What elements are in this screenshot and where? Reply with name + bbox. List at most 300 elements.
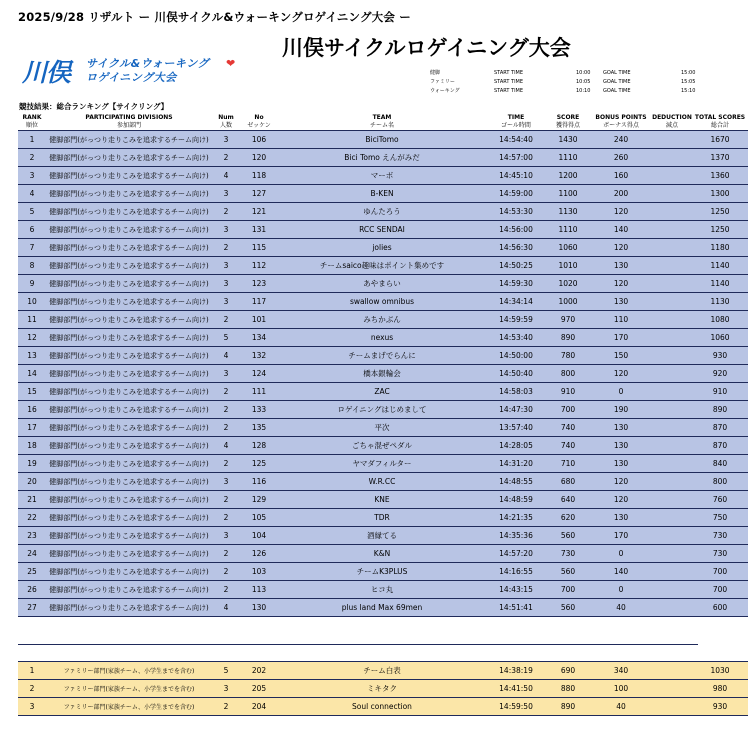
cell-bonus: 0 [590,383,652,401]
cell-bonus: 130 [590,437,652,455]
cell-time: 14:45:10 [486,167,546,185]
cell-deduction [652,563,692,581]
cell-bonus: 120 [590,473,652,491]
cell-rank: 15 [18,383,46,401]
cell-division: 健脚部門(がっつり走りこみを追求するチーム向け) [46,437,212,455]
cell-deduction [652,455,692,473]
cell-score: 970 [546,311,590,329]
cell-team: あやまらい [278,275,486,293]
cell-total: 600 [692,599,748,617]
cell-score: 740 [546,419,590,437]
cell-deduction [652,239,692,257]
start-time-goal-label: GOAL TIME [603,79,631,85]
cell-time: 14:50:40 [486,365,546,383]
cell-team: 酒縁てる [278,527,486,545]
cell-rank: 10 [18,293,46,311]
cell-num: 2 [212,239,240,257]
table-row [18,599,748,617]
cell-score: 700 [546,581,590,599]
cell-time: 14:43:15 [486,581,546,599]
cell-time: 14:58:03 [486,383,546,401]
start-time-start: 10:10 [576,88,591,94]
cell-rank: 24 [18,545,46,563]
cell-total: 1030 [692,662,748,680]
cell-no: 124 [240,365,278,383]
start-time-start: 10:05 [576,79,591,85]
cell-score: 620 [546,509,590,527]
cell-deduction [652,293,692,311]
start-time-goal-label: GOAL TIME [603,88,631,94]
cell-num: 2 [212,401,240,419]
cell-no: 121 [240,203,278,221]
col-score: SCORE 獲得得点 [555,114,580,129]
cell-division: ファミリー部門(家族チーム、小学生までを含む) [46,662,212,680]
cell-total: 730 [692,527,748,545]
cell-no: 103 [240,563,278,581]
cell-bonus: 170 [590,527,652,545]
cell-deduction [652,257,692,275]
cell-num: 3 [212,527,240,545]
cell-deduction [652,509,692,527]
cell-division: 健脚部門(がっつり走りこみを追求するチーム向け) [46,131,212,149]
cell-team: チームsaico趣味はポイント集めです [278,257,486,275]
cell-num: 2 [212,149,240,167]
cell-score: 1110 [546,149,590,167]
start-time-goal: 15:10 [681,88,696,94]
cell-num: 4 [212,167,240,185]
cell-division: 健脚部門(がっつり走りこみを追求するチーム向け) [46,293,212,311]
cell-bonus: 120 [590,491,652,509]
table-row [18,329,748,347]
cell-deduction [652,167,692,185]
cell-team: BiciTomo [278,131,486,149]
cell-division: 健脚部門(がっつり走りこみを追求するチーム向け) [46,599,212,617]
start-time-start-label: START TIME [494,79,524,85]
cell-no: 131 [240,221,278,239]
cell-no: 133 [240,401,278,419]
table-row [18,455,748,473]
table-row [18,419,748,437]
cell-no: 104 [240,527,278,545]
start-time-goal: 15:05 [681,79,696,85]
cell-bonus: 120 [590,365,652,383]
logo-line-1: サイクル&ウォーキング [86,57,210,70]
table-row [18,509,748,527]
cell-bonus: 260 [590,149,652,167]
cell-no: 117 [240,293,278,311]
cell-num: 5 [212,329,240,347]
cell-team: B-KEN [278,185,486,203]
cell-rank: 4 [18,185,46,203]
cell-bonus: 120 [590,239,652,257]
start-time-row [430,69,700,78]
cell-rank: 5 [18,203,46,221]
cell-total: 980 [692,680,748,698]
cell-total: 1670 [692,131,748,149]
cell-time: 14:35:36 [486,527,546,545]
cell-rank: 2 [18,680,46,698]
cell-no: 115 [240,239,278,257]
start-time-cat: 健脚 [430,70,441,76]
cell-total: 700 [692,563,748,581]
cell-time: 14:16:55 [486,563,546,581]
table-row [18,347,748,365]
cell-score: 740 [546,437,590,455]
cell-time: 14:50:00 [486,347,546,365]
cell-rank: 13 [18,347,46,365]
section-label: 競技結果：総合ランキング【サイクリング】 [19,102,169,111]
cell-score: 560 [546,527,590,545]
cell-total: 1080 [692,311,748,329]
cell-total: 1130 [692,293,748,311]
cell-total: 920 [692,365,748,383]
cell-score: 560 [546,599,590,617]
cell-time: 14:59:30 [486,275,546,293]
cell-division: 健脚部門(がっつり走りこみを追求するチーム向け) [46,491,212,509]
cell-total: 1250 [692,203,748,221]
cell-deduction [652,311,692,329]
table-row [18,491,748,509]
cell-total: 870 [692,419,748,437]
cell-no: 106 [240,131,278,149]
cell-division: 健脚部門(がっつり走りこみを追求するチーム向け) [46,545,212,563]
cell-no: 135 [240,419,278,437]
cell-time: 14:57:20 [486,545,546,563]
cell-deduction [652,680,692,698]
cell-division: 健脚部門(がっつり走りこみを追求するチーム向け) [46,401,212,419]
cell-division: 健脚部門(がっつり走りこみを追求するチーム向け) [46,221,212,239]
cell-no: 112 [240,257,278,275]
cell-total: 930 [692,347,748,365]
cell-num: 2 [212,203,240,221]
cell-rank: 19 [18,455,46,473]
cell-score: 910 [546,383,590,401]
start-time-goal: 15:00 [681,70,696,76]
cell-division: ファミリー部門(家族チーム、小学生までを含む) [46,698,212,716]
cell-num: 3 [212,131,240,149]
cell-deduction [652,347,692,365]
cell-rank: 14 [18,365,46,383]
cell-time: 14:59:59 [486,311,546,329]
cell-no: 105 [240,509,278,527]
event-logo [22,55,242,87]
cell-num: 3 [212,680,240,698]
cell-division: 健脚部門(がっつり走りこみを追求するチーム向け) [46,257,212,275]
cell-bonus: 340 [590,662,652,680]
ranking-table [18,113,748,617]
cell-no: 113 [240,581,278,599]
cell-time: 14:56:00 [486,221,546,239]
cell-time: 14:48:59 [486,491,546,509]
table-row [18,167,748,185]
cell-deduction [652,185,692,203]
cell-division: 健脚部門(がっつり走りこみを追求するチーム向け) [46,419,212,437]
cell-deduction [652,599,692,617]
col-team: TEAM チーム名 [369,114,394,129]
table-row [18,473,748,491]
cell-rank: 23 [18,527,46,545]
cell-no: 118 [240,167,278,185]
cell-bonus: 130 [590,509,652,527]
cell-no: 128 [240,437,278,455]
table-row [18,581,748,599]
cell-bonus: 40 [590,599,652,617]
cell-team: みちかぶん [278,311,486,329]
cell-total: 730 [692,545,748,563]
cell-score: 640 [546,491,590,509]
cell-no: 125 [240,455,278,473]
col-deduction: DEDUCTION 減点 [652,114,692,129]
cell-team: チームまげでらんに [278,347,486,365]
cell-time: 14:34:14 [486,293,546,311]
cell-no: 127 [240,185,278,203]
cell-total: 1140 [692,257,748,275]
cell-bonus: 200 [590,185,652,203]
cell-no: 111 [240,383,278,401]
cell-team: 橋本銀輪会 [278,365,486,383]
cell-score: 880 [546,680,590,698]
cell-division: 健脚部門(がっつり走りこみを追求するチーム向け) [46,455,212,473]
cell-deduction [652,662,692,680]
col-bonus: BONUS POINTS ボーナス得点 [595,114,647,129]
cell-bonus: 100 [590,680,652,698]
cell-num: 4 [212,599,240,617]
cell-score: 700 [546,401,590,419]
table-row [18,680,748,698]
family-ranking-table [18,661,748,716]
start-time-cat: ウォーキング [430,88,460,94]
cell-deduction [652,437,692,455]
cell-division: 健脚部門(がっつり走りこみを追求するチーム向け) [46,167,212,185]
cell-division: 健脚部門(がっつり走りこみを追求するチーム向け) [46,383,212,401]
cell-no: 134 [240,329,278,347]
start-time-goal-label: GOAL TIME [603,70,631,76]
cell-num: 3 [212,473,240,491]
cell-division: 健脚部門(がっつり走りこみを追求するチーム向け) [46,185,212,203]
cell-time: 14:50:25 [486,257,546,275]
cell-bonus: 130 [590,293,652,311]
cell-deduction [652,365,692,383]
cell-team: ZAC [278,383,486,401]
table-row [18,293,748,311]
table-row [18,365,748,383]
cell-score: 560 [546,563,590,581]
cell-team: TDR [278,509,486,527]
cell-num: 2 [212,545,240,563]
cell-division: 健脚部門(がっつり走りこみを追求するチーム向け) [46,365,212,383]
cell-no: 123 [240,275,278,293]
cell-total: 1250 [692,221,748,239]
cell-total: 1300 [692,185,748,203]
col-total: TOTAL SCORES 総合計 [694,114,746,129]
cell-num: 2 [212,383,240,401]
col-time: TIME ゴール時間 [501,114,531,129]
cell-rank: 26 [18,581,46,599]
cell-bonus: 110 [590,311,652,329]
cell-rank: 3 [18,698,46,716]
cell-time: 14:53:30 [486,203,546,221]
cell-team: plus land Max 69men [278,599,486,617]
cell-time: 14:28:05 [486,437,546,455]
start-time-cat: ファミリー [430,79,455,85]
start-time-start-label: START TIME [494,88,524,94]
start-time-start-label: START TIME [494,70,524,76]
cell-no: 130 [240,599,278,617]
cell-score: 680 [546,473,590,491]
cell-num: 3 [212,365,240,383]
cell-rank: 1 [18,131,46,149]
cell-team: マーボ [278,167,486,185]
cell-time: 14:59:50 [486,698,546,716]
cell-deduction [652,221,692,239]
cell-bonus: 240 [590,131,652,149]
cell-bonus: 0 [590,545,652,563]
cell-score: 890 [546,698,590,716]
cell-team: 平次 [278,419,486,437]
cell-score: 1100 [546,185,590,203]
cell-score: 780 [546,347,590,365]
cell-team: K&N [278,545,486,563]
col-num: Num 人数 [218,114,234,129]
cell-time: 14:41:50 [486,680,546,698]
cell-division: 健脚部門(がっつり走りこみを追求するチーム向け) [46,527,212,545]
cell-time: 14:53:40 [486,329,546,347]
table-row [18,545,748,563]
cell-division: ファミリー部門(家族チーム、小学生までを含む) [46,680,212,698]
cell-division: 健脚部門(がっつり走りこみを追求するチーム向け) [46,347,212,365]
cell-score: 800 [546,365,590,383]
cell-total: 1140 [692,275,748,293]
cell-time: 14:47:30 [486,401,546,419]
cell-team: W.R.CC [278,473,486,491]
cell-time: 14:31:20 [486,455,546,473]
cell-total: 1180 [692,239,748,257]
cell-total: 870 [692,437,748,455]
cell-num: 2 [212,509,240,527]
cell-bonus: 140 [590,221,652,239]
cell-deduction [652,329,692,347]
cell-rank: 2 [18,149,46,167]
cell-bonus: 120 [590,203,652,221]
cell-score: 1010 [546,257,590,275]
cell-team: ごちゃ混ぜペダル [278,437,486,455]
event-title: 川俣サイクルロゲイニング大会 [282,36,571,60]
cell-deduction [652,527,692,545]
table-row [18,149,748,167]
cell-score: 710 [546,455,590,473]
cell-deduction [652,473,692,491]
cell-bonus: 160 [590,167,652,185]
cell-no: 202 [240,662,278,680]
cell-team: nexus [278,329,486,347]
cell-bonus: 140 [590,563,652,581]
cell-division: 健脚部門(がっつり走りこみを追求するチーム向け) [46,275,212,293]
cell-division: 健脚部門(がっつり走りこみを追求するチーム向け) [46,509,212,527]
cell-time: 14:51:41 [486,599,546,617]
start-time-start: 10:00 [576,70,591,76]
cell-bonus: 150 [590,347,652,365]
table-row [18,662,748,680]
cell-num: 2 [212,491,240,509]
table-header-row [18,113,748,131]
table-row [18,239,748,257]
cell-bonus: 170 [590,329,652,347]
cell-rank: 11 [18,311,46,329]
cell-no: 204 [240,698,278,716]
col-rank: RANK 順位 [22,114,42,129]
cell-deduction [652,275,692,293]
start-time-row [430,78,700,87]
cell-team: ヒコ丸 [278,581,486,599]
cell-total: 840 [692,455,748,473]
cell-rank: 1 [18,662,46,680]
cell-num: 3 [212,293,240,311]
table-row [18,401,748,419]
cell-team: RCC SENDAI [278,221,486,239]
cell-time: 14:56:30 [486,239,546,257]
table-row [18,527,748,545]
cell-rank: 21 [18,491,46,509]
cell-division: 健脚部門(がっつり走りこみを追求するチーム向け) [46,563,212,581]
cell-no: 205 [240,680,278,698]
logo-big-text: 川俣 [22,58,71,87]
cell-team: swallow omnibus [278,293,486,311]
cell-bonus: 190 [590,401,652,419]
cell-no: 116 [240,473,278,491]
cell-num: 2 [212,698,240,716]
cell-team: KNE [278,491,486,509]
cell-bonus: 130 [590,419,652,437]
cell-deduction [652,149,692,167]
cell-team: ヤマダフィルター [278,455,486,473]
logo-line-2: ロゲイニング大会 [86,71,177,84]
table-row [18,185,748,203]
table-row [18,698,748,716]
cell-score: 1020 [546,275,590,293]
cell-num: 2 [212,581,240,599]
document-date-line: 2025/9/28 リザルト ー 川俣サイクル&ウォーキングロゲイニング大会 ー [18,10,411,24]
cell-time: 14:21:35 [486,509,546,527]
cell-division: 健脚部門(がっつり走りこみを追求するチーム向け) [46,239,212,257]
cell-team: チームK3PLUS [278,563,486,581]
section-separator [18,644,698,661]
cell-division: 健脚部門(がっつり走りこみを追求するチーム向け) [46,311,212,329]
cell-total: 750 [692,509,748,527]
cell-total: 760 [692,491,748,509]
cell-total: 910 [692,383,748,401]
cell-team: Soul connection [278,698,486,716]
cell-division: 健脚部門(がっつり走りこみを追求するチーム向け) [46,473,212,491]
cell-deduction [652,581,692,599]
cell-division: 健脚部門(がっつり走りこみを追求するチーム向け) [46,329,212,347]
table-row [18,437,748,455]
cell-time: 13:57:40 [486,419,546,437]
cell-score: 1060 [546,239,590,257]
col-no: No ゼッケン [247,114,271,129]
cell-rank: 16 [18,401,46,419]
cell-score: 890 [546,329,590,347]
cell-division: 健脚部門(がっつり走りこみを追求するチーム向け) [46,149,212,167]
cell-no: 101 [240,311,278,329]
cell-num: 3 [212,275,240,293]
cell-bonus: 130 [590,455,652,473]
cell-team: ミキタク [278,680,486,698]
cell-total: 700 [692,581,748,599]
cell-time: 14:59:00 [486,185,546,203]
cell-rank: 7 [18,239,46,257]
cell-rank: 27 [18,599,46,617]
table-row [18,257,748,275]
